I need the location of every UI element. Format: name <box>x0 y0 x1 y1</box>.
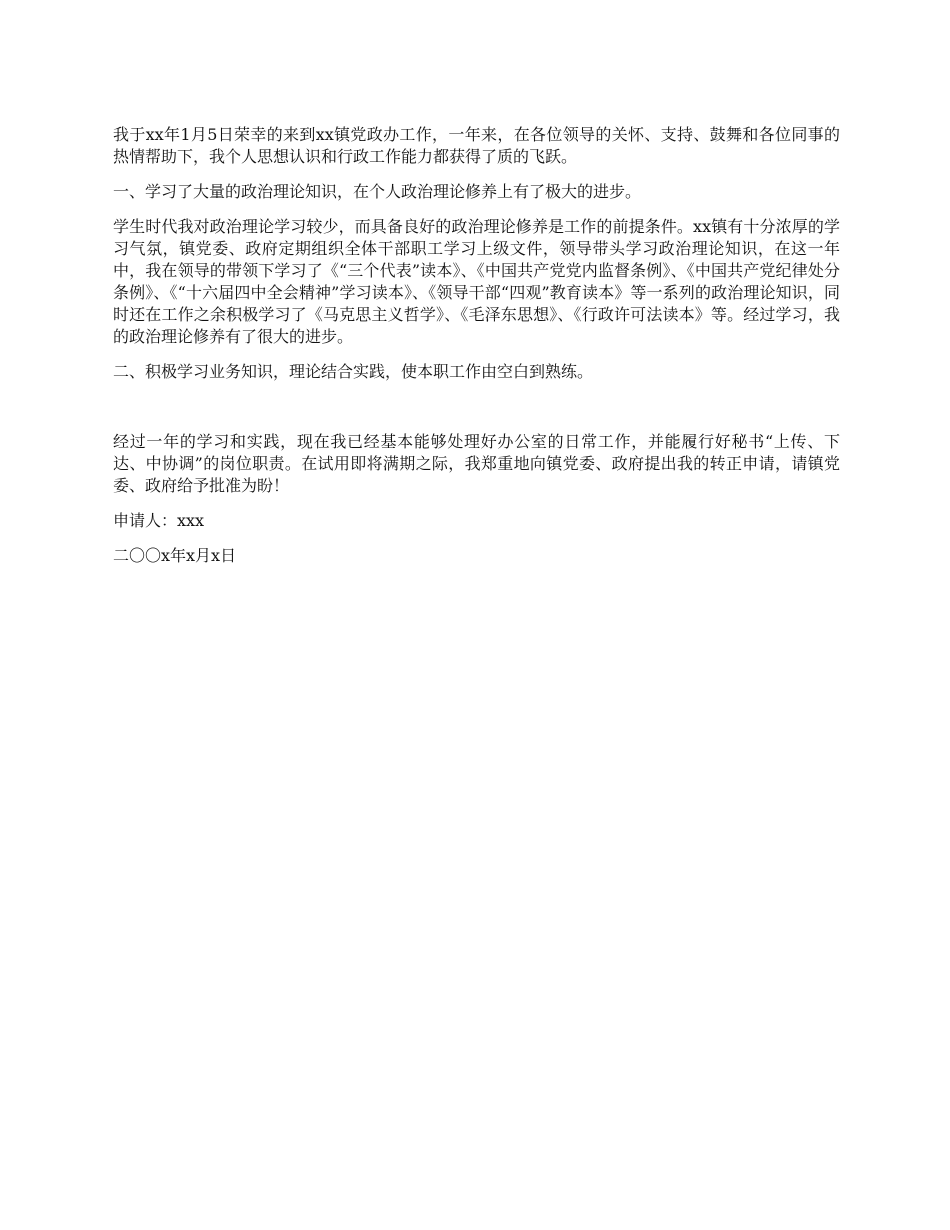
section-body-2: 经过一年的学习和实践，现在我已经基本能够处理好办公室的日常工作，并能履行好秘书“上传、下达、中协调”的岗位职责。在试用即将满期之际，我郑重地向镇党委、政府提出我的转正申请，请镇党委、政府给予批准为盼！ <box>113 432 840 495</box>
intro-paragraph: 我于xx年1月5日荣幸的来到xx镇党政办工作，一年来，在各位领导的关怀、支持、鼓舞和各位同事的热情帮助下，我个人思想认识和行政工作能力都获得了质的飞跃。 <box>113 125 840 166</box>
section-heading-1: 一、学习了大量的政治理论知识，在个人政治理论修养上有了极大的进步。 <box>113 182 642 201</box>
section-heading-2: 二、积极学习业务知识，理论结合实践，使本职工作由空白到熟练。 <box>113 362 594 381</box>
section-body-1: 学生时代我对政治理论学习较少，而具备良好的政治理论修养是工作的前提条件。xx镇有十分浓厚的学习气氛，镇党委、政府定期组织全体干部职工学习上级文件，领导带头学习政治理论知识，在这一年中，我在领导的带领下学习了《“三个代表”读本》、《中国共产党党内监督条例》、《中国共产党纪律处分条例》、《“十六届四中全会精神”学习读本》、《领导干部“四观”教育读本》等一系列的政治理论知识，同时还在工作之余积极学习了《马克思主义哲学》、《毛泽东思想》、《行政许可法读本》等。经过学习，我的政治理论修养有了很大的进步。 <box>113 217 840 346</box>
blank-line <box>113 396 840 418</box>
date-line: 二〇〇x年x月x日 <box>113 546 237 565</box>
document-page <box>113 124 840 580</box>
applicant-line: 申请人：xxx <box>113 511 205 530</box>
